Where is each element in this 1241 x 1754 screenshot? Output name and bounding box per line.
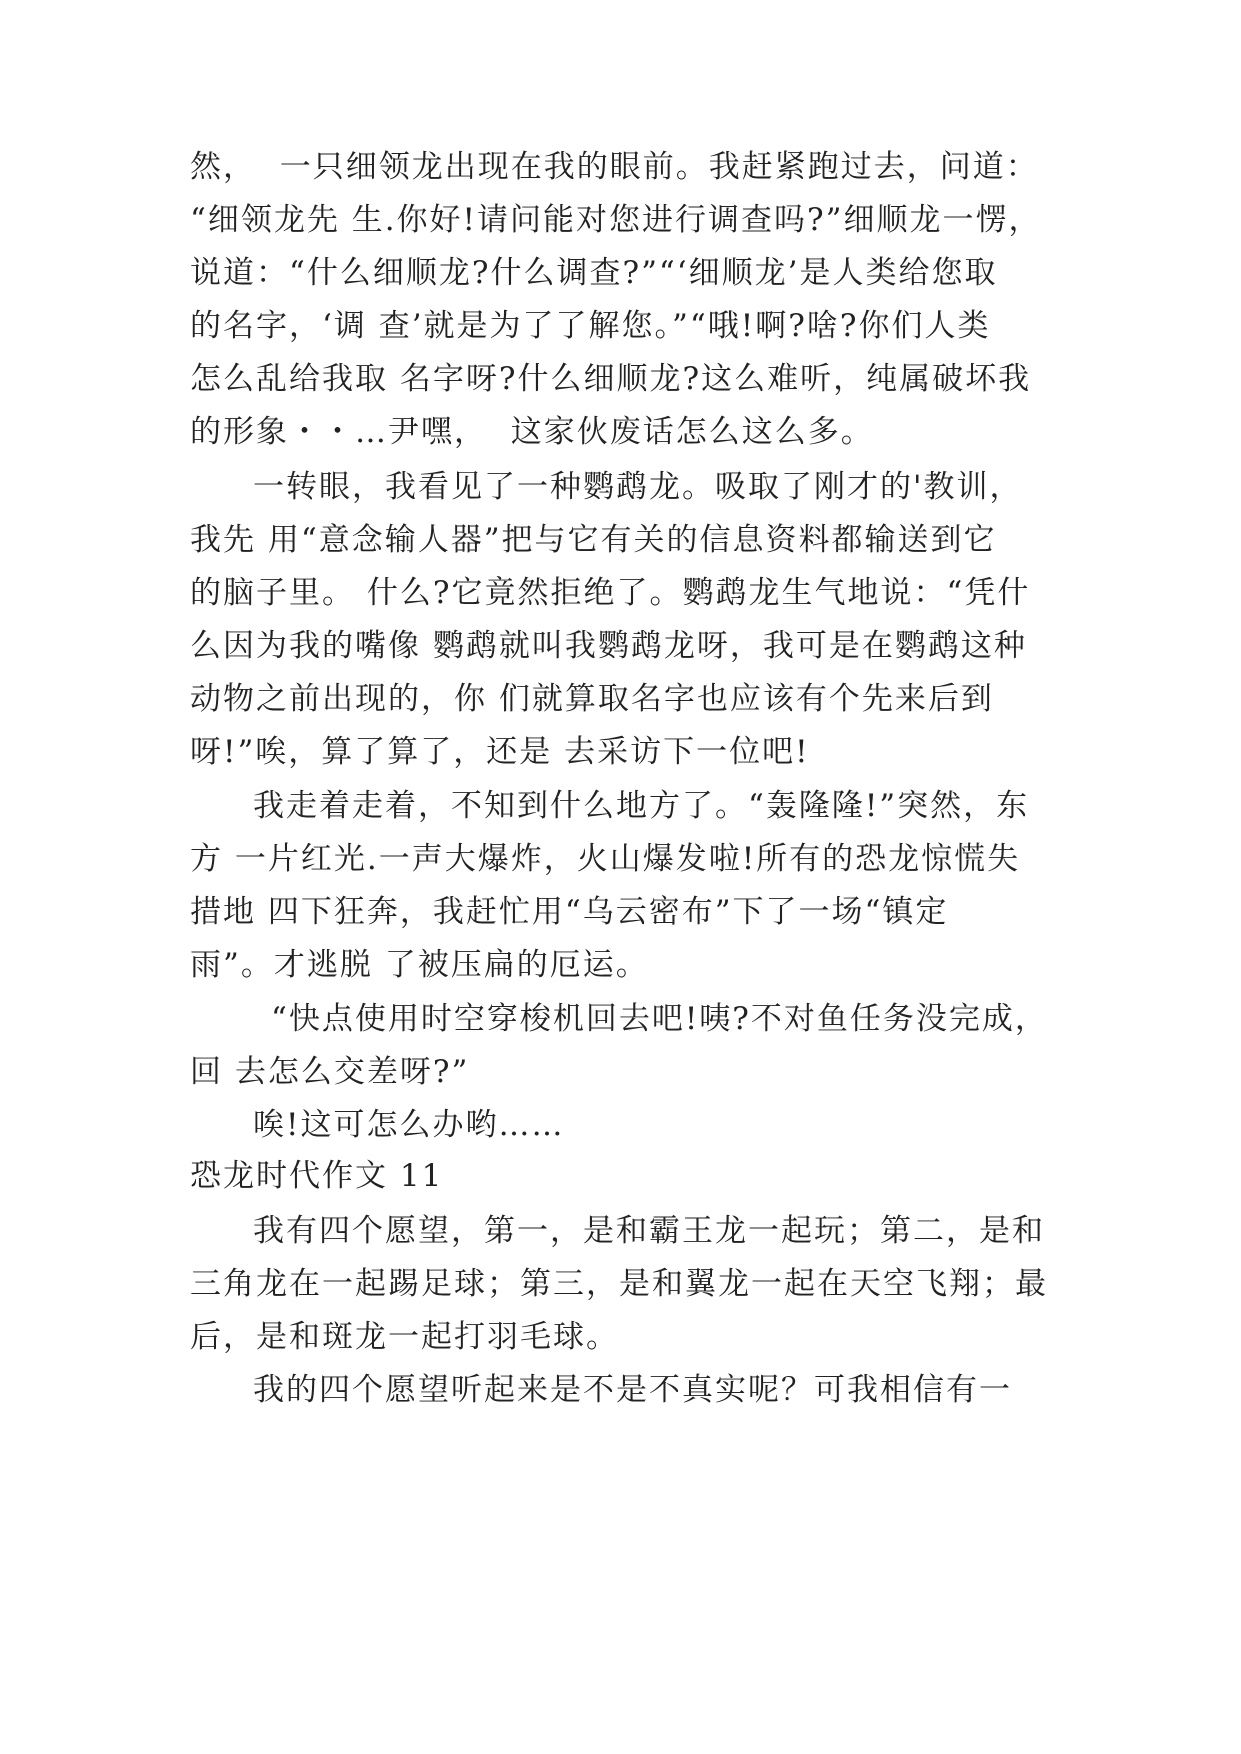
text-line: 三角龙在一起踢足球；第三，是和翼龙一起在天空飞翔；最 (190, 1266, 1048, 1302)
text-line: 措地 四下狂奔，我赶忙用“乌云密布”下了一场“镇定 (190, 894, 949, 930)
text-line: 一转眼，我看见了一种鹦鹉龙。吸取了刚才的'教训， (253, 469, 1023, 505)
text-line: 方 一片红光.一声大爆炸，火山爆发啦!所有的恐龙惊慌失 (190, 841, 1021, 877)
text-line: 的形象・・…尹嘿， 这家伙废话怎么这么多。 (190, 414, 874, 450)
text-line: 的脑子里。 什么?它竟然拒绝了。鹦鹉龙生气地说：“凭什 (190, 575, 1031, 611)
text-line: 的名字，‘调 查’就是为了了解您。”“哦!啊?啥?你们人类 (190, 308, 991, 344)
text-line: 呀!”唉，算了算了，还是 去采访下一位吧! (190, 734, 810, 770)
text-line: 后，是和斑龙一起打羽毛球。 (190, 1319, 619, 1355)
text-line: 雨”。才逃脱 了被压扁的厄运。 (190, 947, 649, 983)
text-line: 怎么乱给我取 名字呀?什么细顺龙?这么难听，纯属破坏我 (190, 361, 1032, 397)
text-line: “细领龙先 生.你好!请问能对您进行调查吗?”细顺龙一愣， (190, 202, 1042, 238)
text-line: 我的四个愿望听起来是不是不真实呢？可我相信有一 (253, 1372, 1012, 1408)
text-line: 我先 用“意念输人器”把与它有关的信息资料都输送到它 (190, 522, 997, 558)
text-line: “快点使用时空穿梭机回去吧!咦?不对鱼任务没完成， (271, 1001, 1048, 1037)
text-line: 回 去怎么交差呀?” (190, 1054, 470, 1090)
section-heading: 恐龙时代作文 11 (190, 1158, 444, 1194)
text-line: 唉!这可怎么办哟…… (253, 1107, 565, 1143)
text-line: 我有四个愿望，第一，是和霸王龙一起玩；第二，是和 (253, 1213, 1045, 1249)
text-line: 么因为我的嘴像 鹦鹉就叫我鹦鹉龙呀，我可是在鹦鹉这种 (190, 628, 1027, 664)
text-line: 动物之前出现的，你 们就算取名字也应该有个先来后到 (190, 681, 994, 717)
text-line: 说道：“什么细顺龙?什么调查?”“‘细顺龙’是人类给您取 (190, 255, 998, 291)
text-line: 我走着走着，不知到什么地方了。“轰隆隆!”突然，东 (253, 788, 1030, 824)
text-line: 然， 一只细领龙出现在我的眼前。我赶紧跑过去，问道： (190, 149, 1039, 185)
